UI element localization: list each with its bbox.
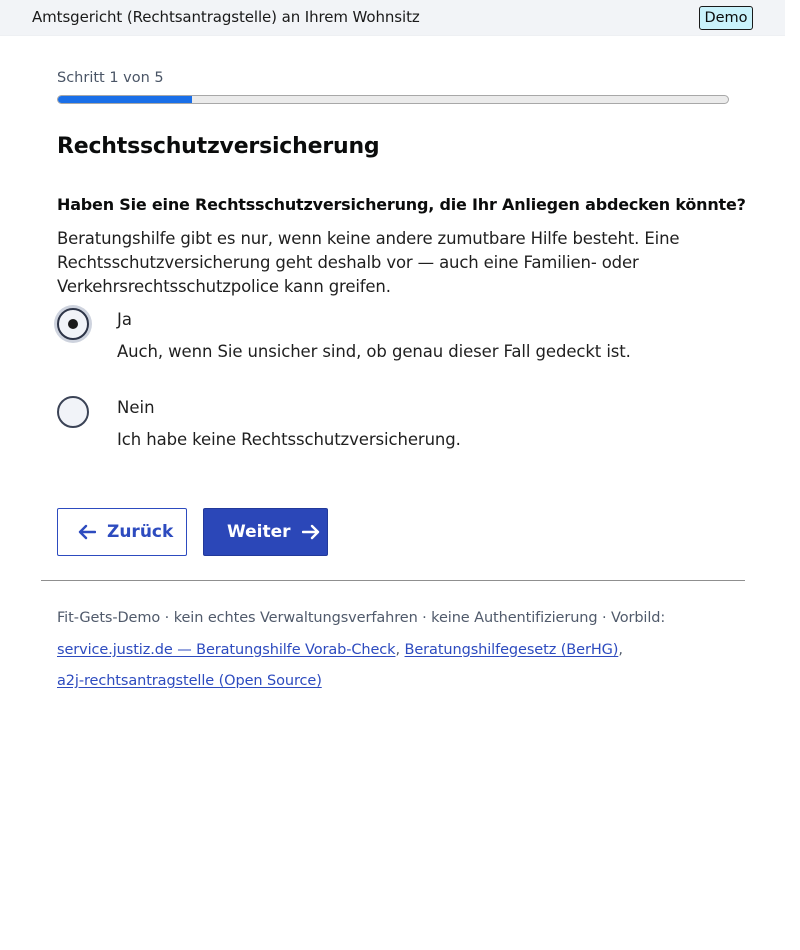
progress-bar [57, 95, 729, 104]
radio-selected-dot [68, 319, 78, 329]
step-indicator: Schritt 1 von 5 [57, 70, 164, 86]
back-button-label: Zurück [107, 522, 174, 542]
footer-separator: , [618, 641, 623, 658]
footer [57, 603, 747, 698]
footer-separator: , [395, 641, 400, 658]
radio-label-ja: Ja [117, 310, 132, 329]
next-button-label: Weiter [227, 522, 291, 542]
top-bar [0, 0, 785, 36]
footer-link-a2j[interactable]: a2j-rechtsantragstelle (Open Source) [57, 673, 322, 689]
back-button[interactable] [57, 508, 187, 556]
footer-text: Fit-Gets-Demo · kein echtes Verwaltungsverfahren · keine Authentifizierung · Vorbild: [57, 610, 666, 626]
arrow-left-icon [78, 524, 96, 540]
question-hint: Beratungshilfe gibt es nur, wenn keine andere zumutbare Hilfe besteht. Eine Rechtsschutzversicherung geht deshalb vor — auch eine Familien- oder Verkehrsrechtsschutzpolice kann greifen. [57, 229, 680, 296]
demo-badge: Demo [699, 6, 753, 30]
court-title: Amtsgericht (Rechtsantragstelle) an Ihrem Wohnsitz [32, 8, 420, 26]
radio-option-nein[interactable] [57, 396, 737, 476]
radio-button-ja[interactable] [57, 308, 89, 340]
radio-description-ja: Auch, wenn Sie unsicher sind, ob genau dieser Fall gedeckt ist. [117, 342, 631, 361]
radio-label-nein: Nein [117, 398, 155, 417]
question-label: Haben Sie eine Rechtsschutzversicherung, die Ihr Anliegen abdecken könnte? [57, 195, 746, 214]
progress-bar-fill [58, 96, 192, 103]
next-button[interactable] [203, 508, 328, 556]
footer-divider [41, 580, 745, 581]
radio-description-nein: Ich habe keine Rechtsschutzversicherung. [117, 430, 461, 449]
radio-option-ja[interactable] [57, 308, 737, 388]
page-title: Rechtsschutzversicherung [57, 134, 380, 159]
footer-link-service-justiz[interactable]: service.justiz.de — Beratungshilfe Vorab-Check [57, 641, 396, 658]
radio-button-nein[interactable] [57, 396, 89, 428]
arrow-right-icon [302, 524, 320, 540]
footer-link-berhg[interactable]: Beratungshilfegesetz (BerHG) [404, 641, 619, 658]
